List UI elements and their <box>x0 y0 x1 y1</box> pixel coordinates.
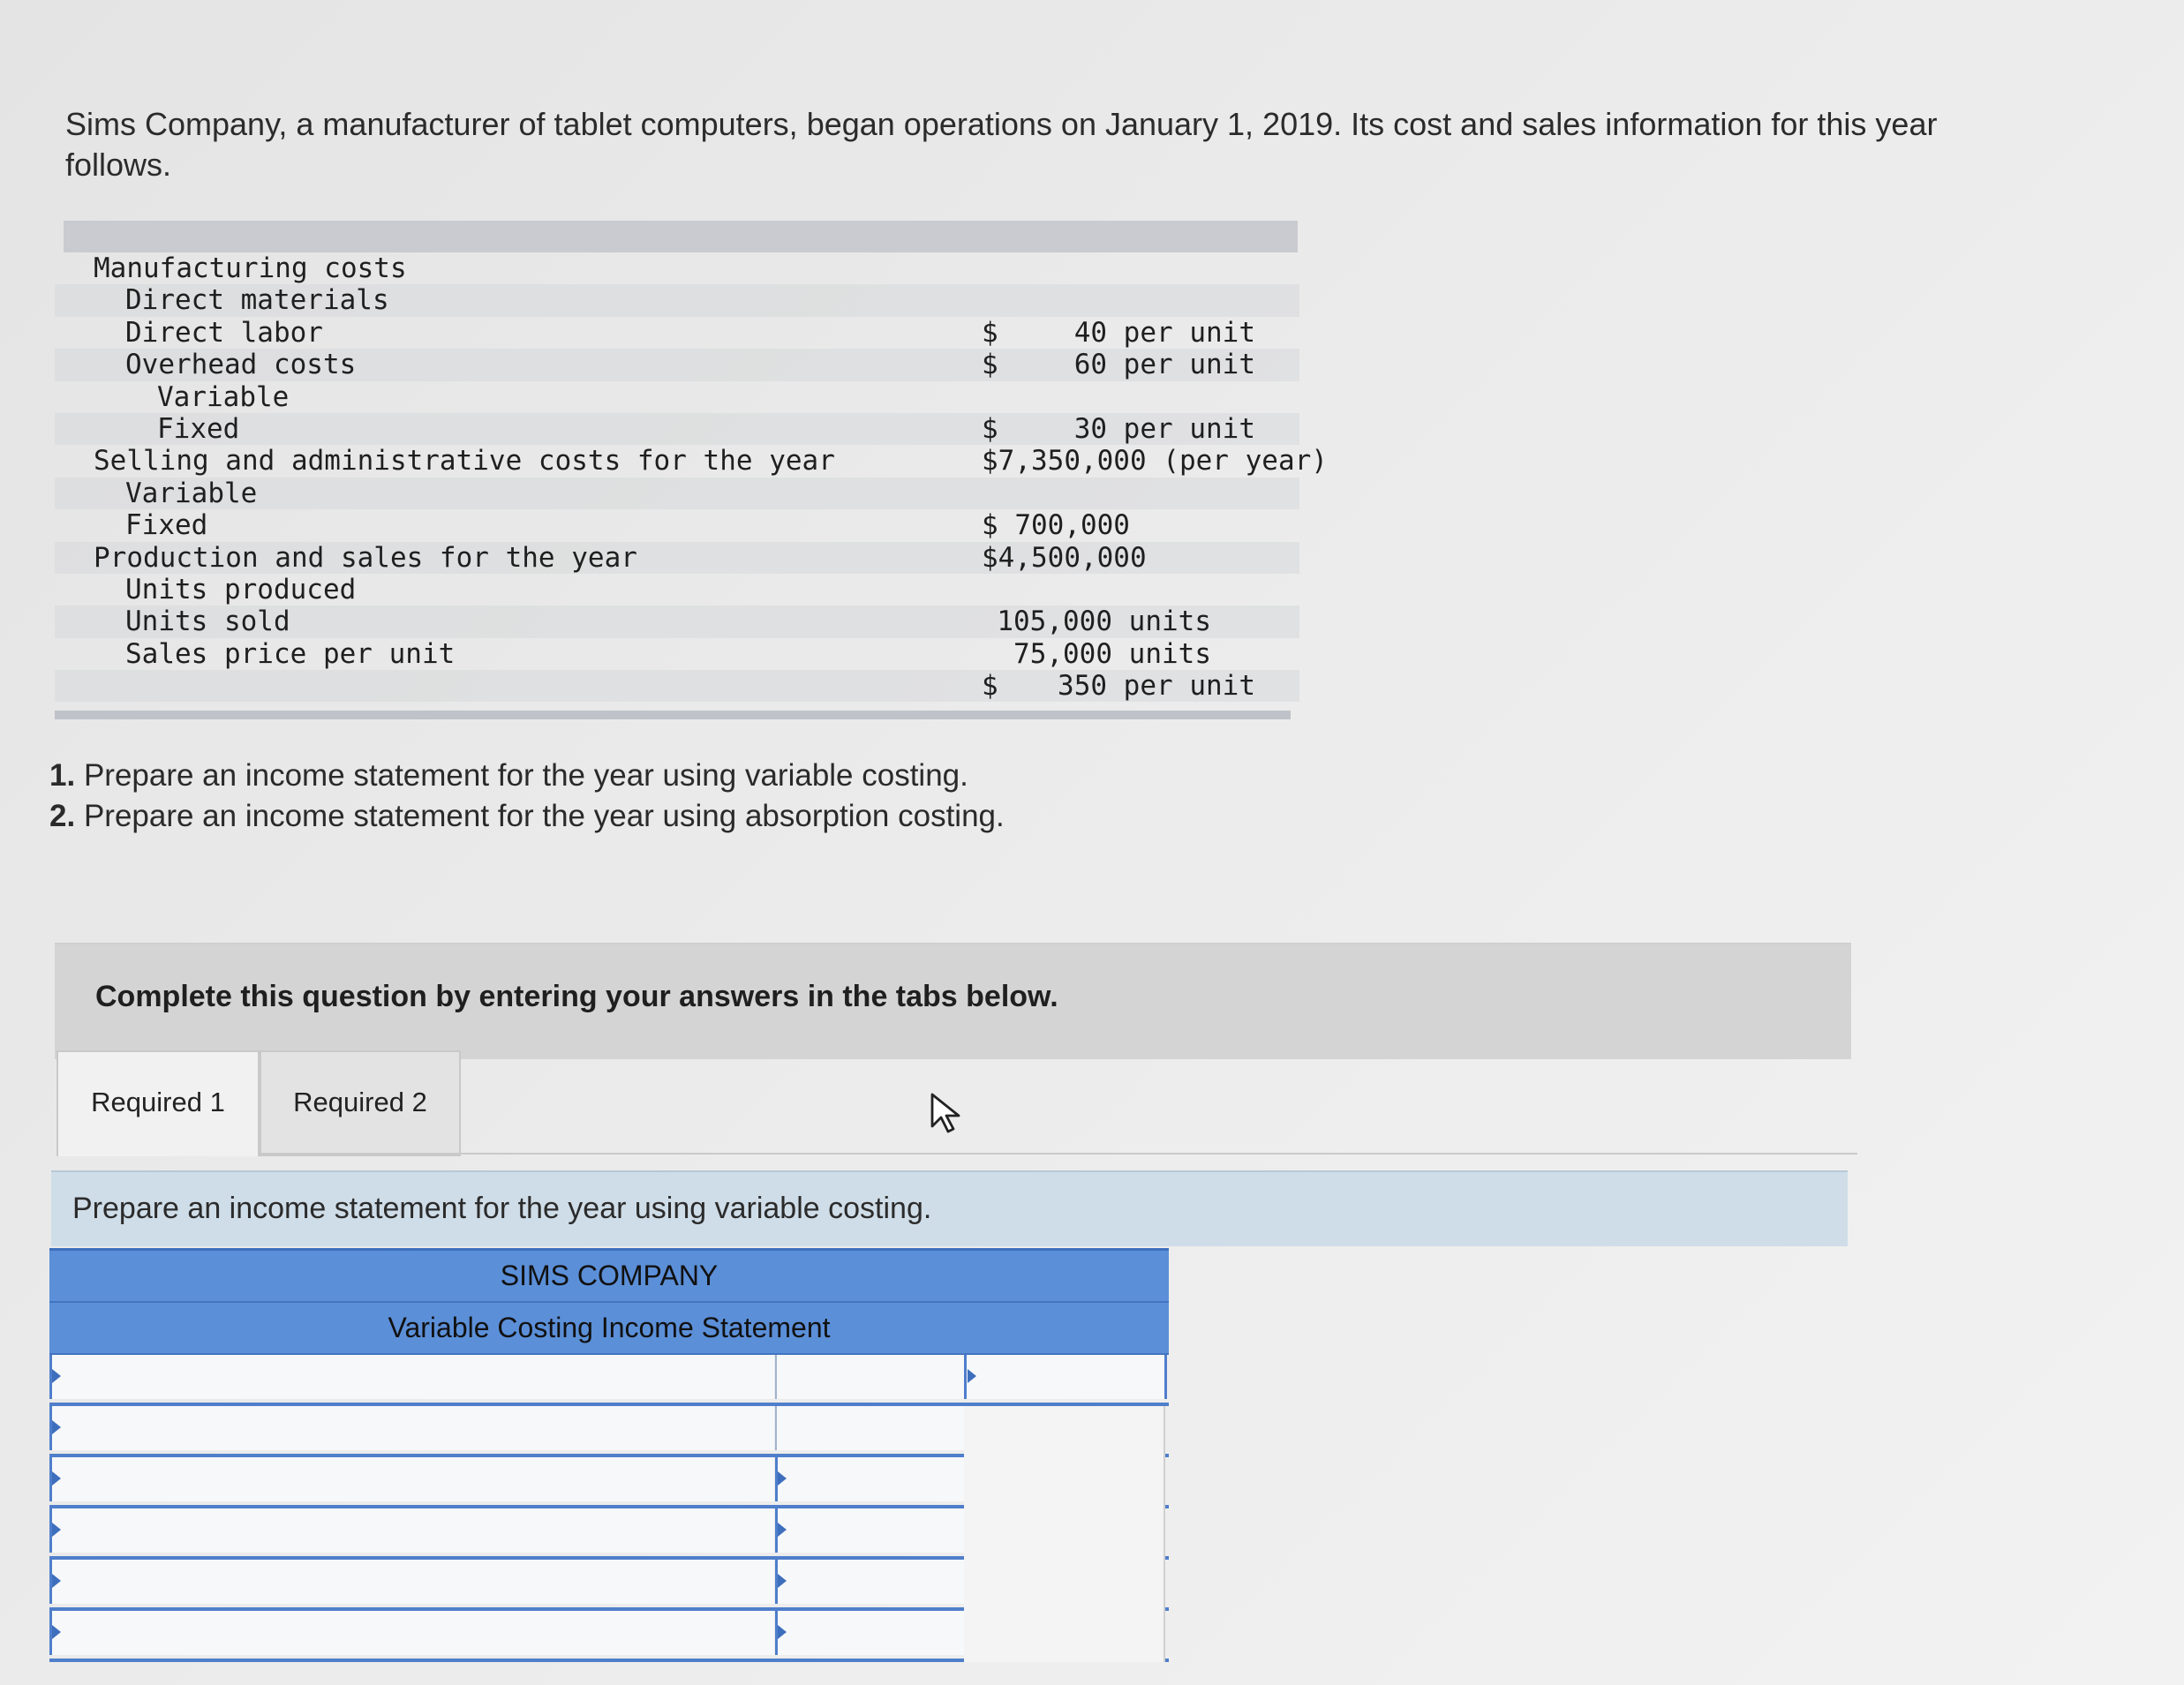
mouse-pointer-icon <box>929 1093 964 1135</box>
data-row <box>55 509 1299 541</box>
empty-cell <box>964 1457 1165 1508</box>
amount-input[interactable] <box>775 1406 964 1450</box>
statement-row <box>49 1508 1169 1560</box>
empty-cell <box>964 1611 1165 1662</box>
data-row-label: Variable <box>157 380 290 413</box>
triangle-marker-icon <box>968 1369 976 1383</box>
data-row-label: Units sold <box>125 606 290 638</box>
tab-required-2[interactable] <box>260 1050 461 1156</box>
data-rows <box>55 252 1328 703</box>
data-row <box>55 445 1328 478</box>
empty-cell <box>964 1508 1165 1560</box>
company-name-header: SIMS COMPANY <box>49 1248 1169 1303</box>
data-row-currency: $ <box>982 670 998 703</box>
amount-input[interactable] <box>775 1508 968 1553</box>
triangle-marker-icon <box>52 1625 61 1639</box>
triangle-marker-icon <box>778 1523 787 1537</box>
amount-input[interactable] <box>775 1457 968 1501</box>
data-row-label: Manufacturing costs <box>94 252 407 284</box>
statement-grid <box>49 1355 1169 1662</box>
triangle-marker-icon <box>52 1420 61 1434</box>
statement-row <box>49 1560 1169 1611</box>
data-row-value: 75,000 units <box>1013 637 1211 670</box>
data-row-value: $7,350,000 (per year) <box>982 445 1328 478</box>
data-row-currency: $ <box>982 349 998 381</box>
instruction-banner <box>55 943 1851 1059</box>
prompt-text: Prepare an income statement for the year using variable costing. <box>72 1192 932 1225</box>
data-row <box>55 542 1299 574</box>
data-row-label: Overhead costs <box>125 349 357 381</box>
tab-divider <box>260 1153 1857 1155</box>
data-table-footer <box>55 711 1291 719</box>
statement-row <box>49 1611 1169 1662</box>
triangle-marker-icon <box>52 1523 61 1537</box>
triangle-marker-icon <box>52 1574 61 1588</box>
data-row <box>55 670 1299 702</box>
data-row <box>55 349 1299 380</box>
statement-row <box>49 1355 1169 1406</box>
question-2: 2. Prepare an income statement for the year using absorption costing. <box>49 799 1005 833</box>
tab-required-2-label: Required 2 <box>293 1087 427 1117</box>
triangle-marker-icon <box>52 1369 61 1383</box>
data-row-label: Fixed <box>125 509 208 542</box>
empty-cell <box>964 1406 1165 1457</box>
income-statement <box>49 1248 1169 1662</box>
statement-title-header: Variable Costing Income Statement <box>49 1303 1169 1355</box>
data-row <box>55 381 1299 413</box>
data-row-label: Sales price per unit <box>125 637 456 670</box>
question-1: 1. Prepare an income statement for the year using variable costing. <box>49 758 968 793</box>
line-item-input[interactable] <box>49 1457 774 1501</box>
data-row-label: Direct materials <box>125 284 389 317</box>
data-row-value: $4,500,000 <box>982 541 1147 574</box>
data-row-value: 60 per unit <box>1073 349 1255 381</box>
data-row-currency: $ <box>982 316 998 349</box>
problem-intro: Sims Company, a manufacturer of tablet computers, began operations on January 1, 2019. Its cost and sales information for this year follows. <box>65 106 1938 183</box>
statement-row <box>49 1406 1169 1457</box>
data-row <box>55 252 1299 284</box>
question-list <box>49 756 1285 837</box>
data-row <box>55 317 1299 349</box>
cost-data-table <box>55 221 1328 719</box>
data-row-value: 40 per unit <box>1073 316 1255 349</box>
triangle-marker-icon <box>778 1625 787 1639</box>
triangle-marker-icon <box>52 1471 61 1486</box>
data-table-header <box>64 221 1298 252</box>
data-row <box>55 606 1299 637</box>
data-row-value: 30 per unit <box>1073 412 1255 445</box>
triangle-marker-icon <box>778 1574 787 1588</box>
data-row-value: 350 per unit <box>1058 670 1255 703</box>
data-row-label: Variable <box>125 477 258 509</box>
data-row-label: Production and sales for the year <box>94 541 637 574</box>
line-item-input[interactable] <box>49 1560 774 1604</box>
data-row-label: Direct labor <box>125 316 323 349</box>
prompt-banner <box>51 1170 1848 1246</box>
amount-input[interactable] <box>775 1560 968 1604</box>
tab-required-1[interactable] <box>56 1050 260 1156</box>
triangle-marker-icon <box>778 1471 787 1486</box>
amount-input[interactable] <box>775 1611 968 1655</box>
data-row <box>55 413 1299 445</box>
line-item-input[interactable] <box>49 1406 774 1450</box>
data-row-value: 105,000 units <box>997 606 1211 638</box>
data-row-currency: $ <box>982 412 998 445</box>
tab-required-1-label: Required 1 <box>91 1087 225 1117</box>
data-row-value: $ 700,000 <box>982 509 1130 542</box>
statement-row <box>49 1457 1169 1508</box>
data-row <box>55 284 1299 316</box>
instruction-text: Complete this question by entering your answers in the tabs below. <box>95 980 1058 1013</box>
line-item-input[interactable] <box>49 1611 774 1655</box>
total-input[interactable] <box>964 1355 1167 1399</box>
line-item-input[interactable] <box>49 1355 774 1399</box>
data-row <box>55 478 1299 509</box>
amount-input[interactable] <box>775 1355 964 1399</box>
data-row-label: Selling and administrative costs for the year <box>94 445 835 478</box>
data-row <box>55 638 1299 670</box>
data-row-label: Fixed <box>157 412 240 445</box>
data-row <box>55 574 1299 606</box>
empty-cell <box>964 1560 1165 1611</box>
data-row-label: Units produced <box>125 573 357 606</box>
line-item-input[interactable] <box>49 1508 774 1553</box>
